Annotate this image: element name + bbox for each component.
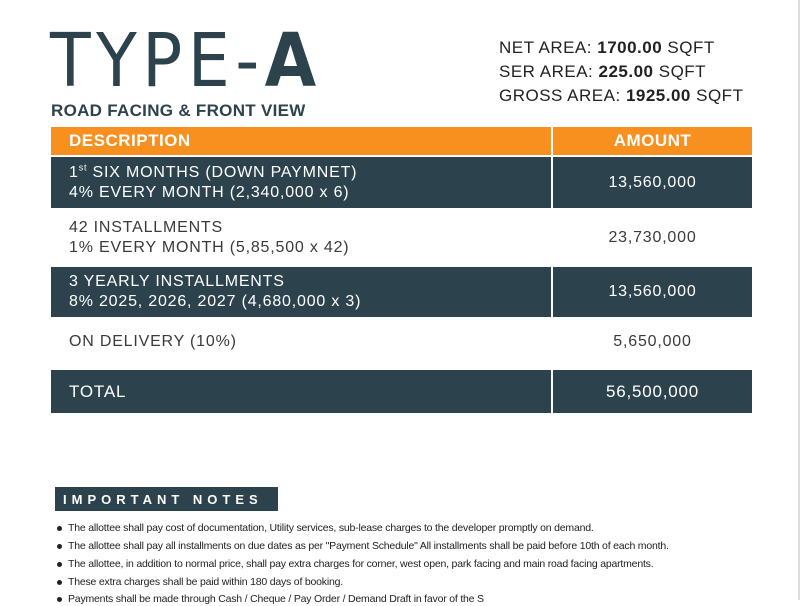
row-desc-line1: 42 INSTALLMENTS: [69, 218, 223, 236]
bullet-icon: [57, 562, 62, 567]
row-desc-line2: 4% EVERY MONTH (2,340,000 x 6): [69, 183, 350, 201]
row-desc-line1: 3 YEARLY INSTALLMENTS: [69, 273, 285, 290]
table-row: [51, 157, 752, 208]
table-row: [51, 320, 752, 364]
row-desc-line1: ON DELIVERY (10%): [69, 333, 237, 350]
row-desc-line2: 1% EVERY MONTH (5,85,500 x 42): [69, 238, 350, 256]
net-area: NET AREA: 1700.00 SQFT: [499, 38, 715, 57]
row-amount: 13,560,000: [553, 267, 752, 317]
table-header: [51, 127, 752, 155]
bullet-icon: [57, 544, 62, 549]
total-row: [51, 370, 752, 413]
note-item: The allottee, in addition to normal price, shall pay extra charges for corner, west open, park facing and main road facing apartments.: [57, 558, 653, 571]
table-row: [51, 267, 752, 317]
header-amount: AMOUNT: [553, 127, 752, 155]
note-item: The allottee shall pay all installments on due dates as per "Payment Schedule" All installments shall be paid before 10th of each month.: [57, 540, 669, 553]
table-row: [51, 210, 752, 265]
note-item: The allottee shall pay cost of documentation, Utility services, sub-lease charges to the developer promptly on demand.: [57, 522, 594, 535]
notes-heading: IMPORTANT NOTES: [55, 487, 278, 511]
header-description: DESCRIPTION: [51, 127, 551, 155]
row-amount: 23,730,000: [608, 228, 697, 246]
row-desc-line2: 8% 2025, 2026, 2027 (4,680,000 x 3): [69, 293, 362, 310]
ser-area: SER AREA: 225.00 SQFT: [499, 62, 707, 81]
row-amount: 5,650,000: [613, 333, 692, 350]
bullet-icon: [57, 526, 62, 531]
row-amount: 13,560,000: [553, 157, 752, 208]
total-label: TOTAL: [69, 381, 127, 401]
bullet-icon: [57, 580, 62, 585]
row-desc-line1: 1st SIX MONTHS (DOWN PAYMNET): [69, 162, 358, 181]
title-prefix: TYPE-: [50, 18, 265, 104]
note-item: Payments shall be made through Cash / Cheque / Pay Order / Demand Draft in favor of the S: [57, 593, 484, 606]
gross-area: GROSS AREA: 1925.00 SQFT: [499, 86, 744, 105]
total-amount: 56,500,000: [553, 370, 752, 413]
subtitle: ROAD FACING & FRONT VIEW: [51, 101, 306, 120]
page-title: [50, 18, 322, 104]
note-item: These extra charges shall be paid within 180 days of booking.: [57, 576, 343, 589]
bullet-icon: [57, 597, 62, 602]
title-suffix: A: [264, 18, 322, 104]
